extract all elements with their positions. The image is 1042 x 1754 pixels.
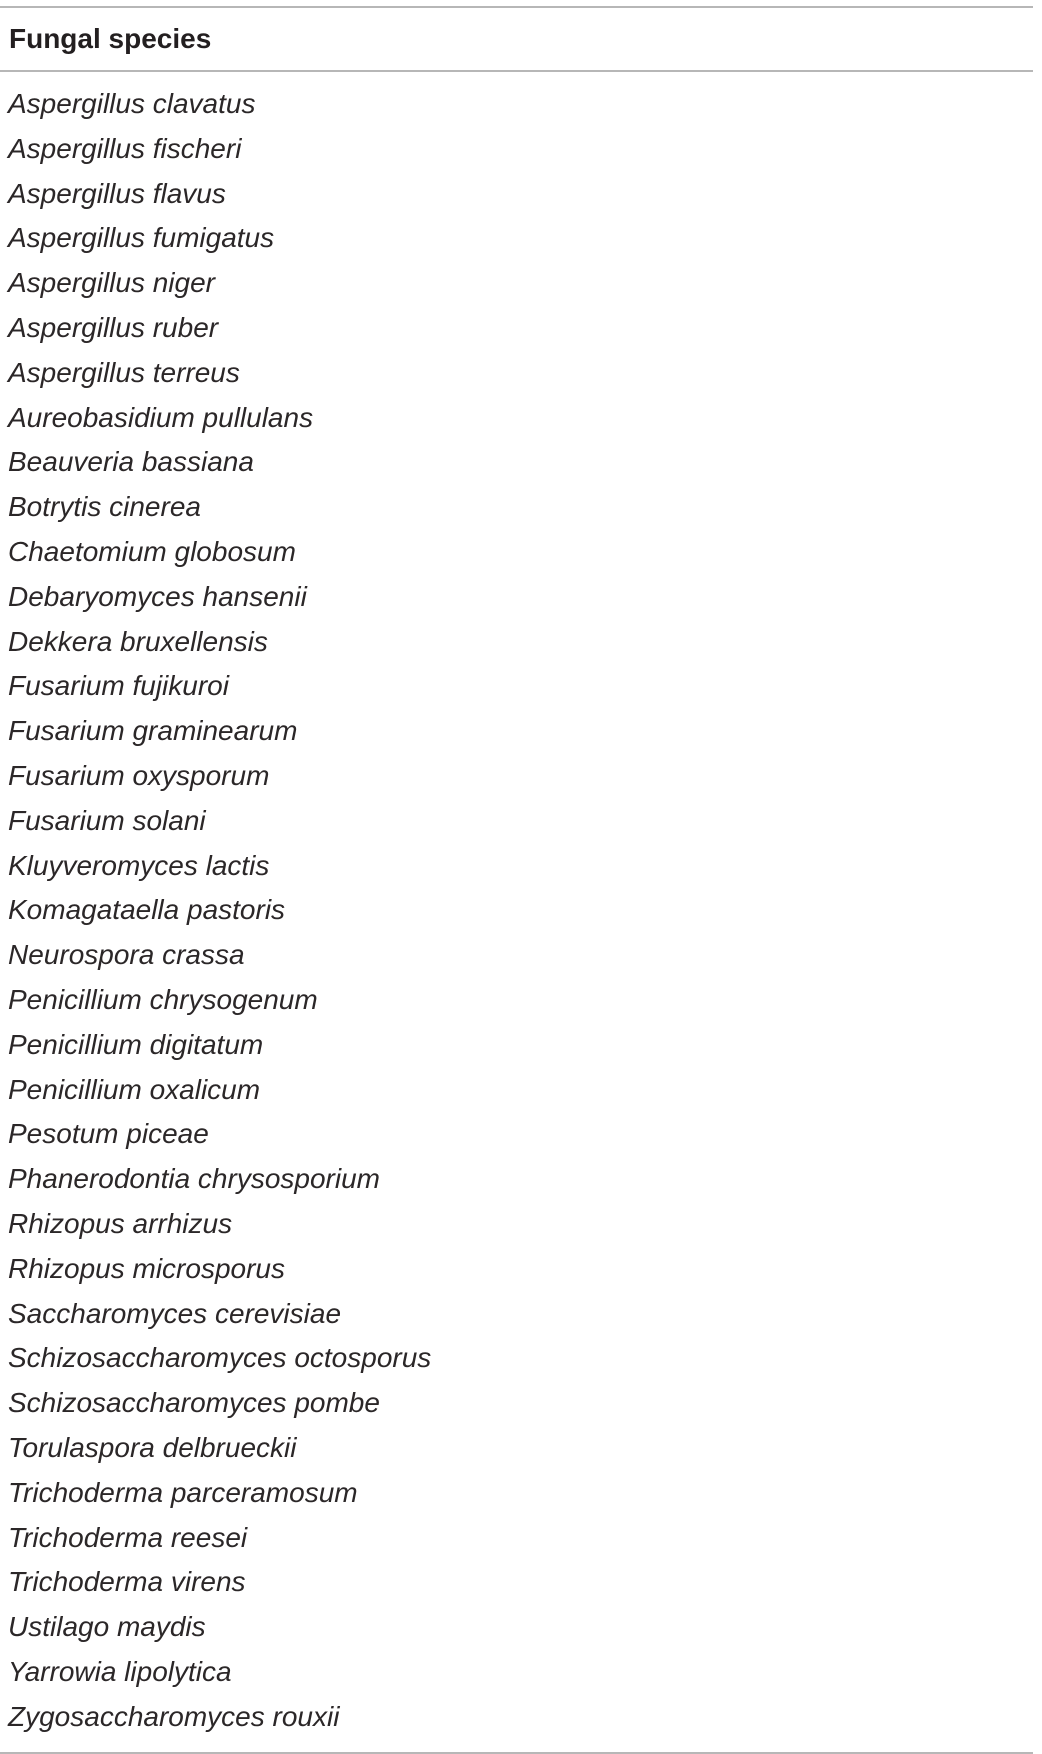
table-row: Fusarium oxysporum [8, 759, 270, 791]
table-row: Aspergillus flavus [8, 177, 226, 209]
table-row: Kluyveromyces lactis [8, 849, 270, 881]
table-row: Aspergillus clavatus [8, 88, 256, 119]
table-row: Rhizopus microsporus [8, 1252, 285, 1284]
table-row: Zygosaccharomyces rouxii [8, 1700, 340, 1732]
table-row: Dekkera bruxellensis [8, 625, 268, 657]
table-row: Botrytis cinerea [8, 491, 201, 523]
table-row: Trichoderma parceramosum [8, 1476, 358, 1508]
species-table [0, 6, 1033, 1754]
table-row: Fusarium solani [8, 804, 206, 836]
table-row: Aspergillus fischeri [8, 132, 242, 164]
table-row: Fusarium graminearum [8, 715, 298, 747]
table-row: Trichoderma reesei [8, 1521, 248, 1553]
column-header: Fungal species [9, 23, 212, 54]
table-row: Phanerodontia chrysosporium [8, 1163, 380, 1195]
table-row: Beauveria bassiana [8, 446, 254, 478]
table-row: Torulaspora delbrueckii [8, 1431, 297, 1463]
table-row: Aspergillus terreus [8, 356, 240, 388]
table-row: Aureobasidium pullulans [8, 401, 314, 433]
table-row: Aspergillus ruber [8, 311, 219, 343]
table-row: Debaryomyces hansenii [8, 580, 307, 612]
table-row: Pesotum piceae [8, 1118, 209, 1150]
table-row: Fusarium fujikuroi [8, 670, 229, 702]
table-row: Neurospora crassa [8, 939, 245, 971]
table-row: Yarrowia lipolytica [8, 1655, 232, 1687]
table-row: Komagataella pastoris [8, 894, 286, 926]
table-row: Schizosaccharomyces pombe [8, 1387, 380, 1419]
table-row: Trichoderma virens [8, 1566, 246, 1598]
table-row: Schizosaccharomyces octosporus [8, 1342, 432, 1374]
table-row: Penicillium digitatum [8, 1028, 264, 1060]
table-row: Ustilago maydis [8, 1611, 206, 1643]
table-row: Saccharomyces cerevisiae [8, 1297, 342, 1329]
table-row: Aspergillus fumigatus [8, 222, 275, 254]
table-row: Rhizopus arrhizus [8, 1207, 233, 1239]
table-body [0, 72, 1033, 1752]
table-row: Penicillium chrysogenum [8, 983, 318, 1015]
table-row: Aspergillus niger [8, 267, 215, 299]
table-row: Penicillium oxalicum [8, 1073, 261, 1105]
table-row: Chaetomium globosum [8, 535, 296, 567]
